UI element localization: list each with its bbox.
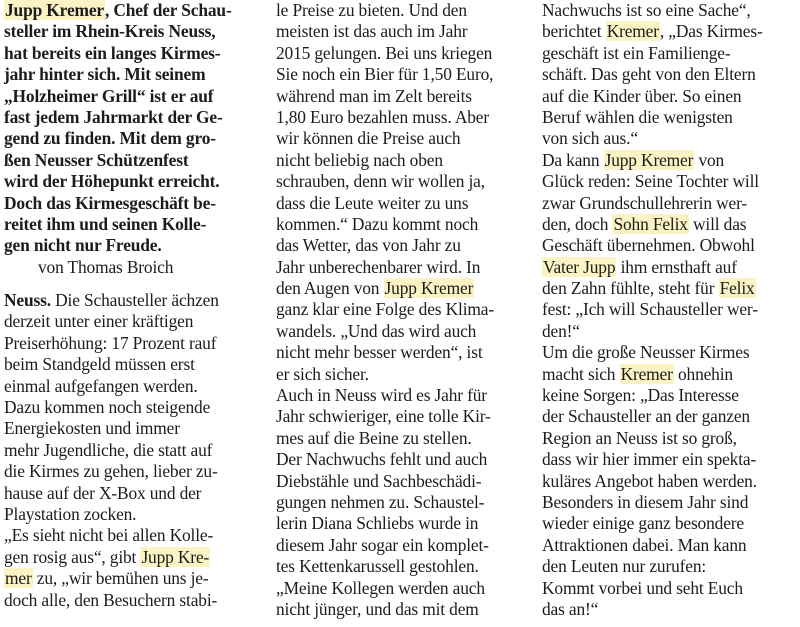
text-line (4, 171, 260, 192)
text-line (276, 193, 528, 214)
text-line (4, 214, 260, 235)
text-segment: Auch in Neuss wird es Jahr für (276, 385, 487, 406)
text-line (276, 406, 528, 427)
text-segment: lerin Diana Schliebs wurde in (276, 513, 479, 534)
text-segment: gend zu finden. Mit dem gro- (4, 128, 216, 149)
text-segment: tes Kettenkarussell gestohlen. (276, 556, 479, 577)
text-line (542, 449, 798, 470)
text-segment: doch alle, den Besuchern stabi- (4, 589, 218, 610)
text-segment: Geschäft übernehmen. Obwohl (542, 235, 755, 256)
text-line (4, 354, 260, 375)
text-line (276, 385, 528, 406)
text-segment: von sich aus.“ (542, 128, 638, 149)
text-line (542, 556, 798, 577)
text-line (4, 290, 260, 311)
text-segment: nicht beliebig nach oben (276, 149, 443, 170)
text-line (542, 21, 798, 42)
text-segment: nicht jünger, und das mit dem (276, 598, 479, 619)
text-segment: gungen nehmen zu. Schaustel- (276, 491, 485, 512)
text-segment: geschäft ist ein Familienge- (542, 42, 731, 63)
text-segment: meisten ist das auch im Jahr (276, 21, 468, 42)
text-line (542, 321, 798, 342)
text-line (4, 128, 260, 149)
text-segment: zu, „wir bemühen uns je- (32, 568, 209, 589)
text-segment: nicht mehr besser werden“, ist (276, 342, 483, 363)
column-1-body (4, 290, 260, 611)
highlighted-name: mer (5, 568, 32, 589)
text-segment: kommen.“ Dazu kommt noch (276, 213, 479, 234)
text-line (542, 128, 798, 149)
text-segment: Glück reden: Seine Tochter will (542, 171, 759, 192)
text-line (4, 376, 260, 397)
text-segment: während man im Zelt bereits (276, 85, 472, 106)
text-line (276, 107, 528, 128)
text-line (542, 299, 798, 320)
text-line (542, 385, 798, 406)
text-segment: den Leuten nur zurufen: (542, 556, 707, 577)
text-segment: fast jedem Jahrmarkt der Ge- (4, 106, 223, 127)
text-line (542, 599, 798, 620)
text-line (276, 128, 528, 149)
text-line (276, 150, 528, 171)
highlighted-name: Kremer (620, 363, 673, 384)
text-line (276, 0, 528, 21)
text-segment: das an!“ (542, 598, 599, 619)
text-line (4, 461, 260, 482)
text-segment: Preiserhöhung: 17 Prozent rauf (4, 332, 217, 353)
text-segment: wandels. „Und das wird auch (276, 320, 477, 341)
text-segment: Dazu kommen noch steigende (4, 397, 211, 418)
text-line (276, 64, 528, 85)
text-line (542, 513, 798, 534)
text-segment: den Augen von (276, 278, 384, 299)
text-line (542, 364, 798, 385)
text-line (4, 86, 260, 107)
text-segment: steller im Rhein-Kreis Neuss, (4, 21, 216, 42)
highlighted-name: Jupp Kre- (141, 546, 210, 567)
text-line (542, 342, 798, 363)
text-line (542, 235, 798, 256)
text-segment: den!“ (542, 320, 580, 341)
text-segment: gen rosig aus“, gibt (4, 546, 141, 567)
text-segment: der Schausteller an der ganzen (542, 406, 750, 427)
text-segment: „Meine Kollegen werden auch (276, 577, 485, 598)
text-line (542, 64, 798, 85)
text-line (276, 21, 528, 42)
text-segment: Region an Neuss ist so groß, (542, 427, 737, 448)
text-segment: Attraktionen dabei. Man kann (542, 534, 747, 555)
text-segment: , „Das Kirmes- (659, 21, 763, 42)
text-line (276, 299, 528, 320)
text-line (542, 406, 798, 427)
text-segment: mes auf die Beine zu stellen. (276, 427, 472, 448)
text-segment: wir können die Preise auch (276, 128, 461, 149)
column-3 (542, 0, 798, 620)
text-line (542, 193, 798, 214)
text-segment: Playstation zocken. (4, 503, 137, 524)
text-segment: beim Standgeld müssen erst (4, 354, 195, 375)
text-line (4, 311, 260, 332)
text-segment: „Holzheimer Grill“ ist er auf (4, 85, 214, 106)
text-segment: auf die Kinder über. So einen (542, 85, 742, 106)
text-segment: macht sich (542, 363, 620, 384)
text-segment: will das (688, 213, 747, 234)
text-line (542, 257, 798, 278)
text-segment: einmal aufgefangen werden. (4, 375, 198, 396)
text-line (542, 43, 798, 64)
text-segment: 1,80 Euro bezahlen muss. Aber (276, 106, 489, 127)
text-segment: diesem Jahr sogar ein komplet- (276, 534, 489, 555)
text-line (276, 428, 528, 449)
text-line (4, 525, 260, 546)
dateline: Neuss. (4, 290, 51, 311)
text-line (276, 86, 528, 107)
text-line (276, 342, 528, 363)
text-line (542, 107, 798, 128)
text-segment: kuläres Angebot haben werden. (542, 470, 757, 491)
text-segment: 2015 gelungen. Bei uns kriegen (276, 42, 493, 63)
text-segment: wird der Höhepunkt erreicht. (4, 171, 220, 192)
text-segment: derzeit unter einer kräftigen (4, 311, 194, 332)
column-1 (4, 0, 260, 611)
highlighted-name: Sohn Felix (613, 213, 688, 234)
text-line (276, 599, 528, 620)
text-line (4, 504, 260, 525)
text-segment: Energiekosten und immer (4, 418, 180, 439)
text-segment: den, doch (542, 213, 613, 234)
text-segment: le Preise zu bieten. Und den (276, 0, 467, 20)
text-line (4, 568, 260, 589)
text-segment: ßen Neusser Schützenfest (4, 149, 189, 170)
text-segment: hause auf der X-Box und der (4, 482, 202, 503)
text-segment: er sich sicher. (276, 363, 369, 384)
highlighted-name: Jupp Kremer (604, 149, 694, 170)
text-segment: Doch das Kirmesgeschäft be- (4, 192, 216, 213)
text-segment: Diebstähle und Sachbeschädi- (276, 470, 482, 491)
text-segment: Sie noch ein Bier für 1,50 Euro, (276, 64, 494, 85)
text-segment: zwar Grundschullehrerin wer- (542, 192, 748, 213)
text-line (4, 333, 260, 354)
text-line (276, 171, 528, 192)
text-line (276, 513, 528, 534)
text-segment: berichtet (542, 21, 606, 42)
text-line (4, 418, 260, 439)
text-segment: reitet ihm und seinen Kolle- (4, 213, 207, 234)
text-line (4, 590, 260, 611)
byline: von Thomas Broich (38, 256, 174, 277)
text-line (4, 150, 260, 171)
text-segment: Die Schausteller ächzen (50, 290, 219, 311)
text-line (276, 492, 528, 513)
text-line (276, 578, 528, 599)
text-line (276, 257, 528, 278)
text-line (276, 556, 528, 577)
column-2 (276, 0, 528, 620)
text-line (4, 193, 260, 214)
text-line (276, 278, 528, 299)
text-segment: wieder einige ganz besondere (542, 513, 744, 534)
text-line (542, 535, 798, 556)
text-segment: „Es sieht nicht bei allen Kolle- (4, 525, 214, 546)
text-line (276, 364, 528, 385)
lede (4, 0, 260, 257)
text-segment: Kommt vorbei und seht Euch (542, 577, 743, 598)
text-line (276, 235, 528, 256)
text-line (4, 483, 260, 504)
text-line (542, 86, 798, 107)
highlighted-name: Jupp Kremer (5, 0, 104, 20)
text-segment: keine Sorgen: „Das Interesse (542, 385, 739, 406)
text-segment: dass wir hier immer ein spekta- (542, 449, 757, 470)
text-line (542, 492, 798, 513)
text-line (542, 578, 798, 599)
text-line (542, 428, 798, 449)
text-segment: Der Nachwuchs fehlt und auch (276, 449, 488, 470)
text-line (4, 43, 260, 64)
text-segment: schäft. Das geht von den Eltern (542, 64, 756, 85)
text-segment: den Zahn fühlte, steht für (542, 278, 719, 299)
text-segment: Um die große Neusser Kirmes (542, 342, 750, 363)
text-segment: das Wetter, das von Jahr zu (276, 235, 461, 256)
text-line (4, 440, 260, 461)
text-line (276, 214, 528, 235)
text-segment: ohnehin (673, 363, 733, 384)
text-segment: gen nicht nur Freude. (4, 235, 162, 256)
text-line (4, 21, 260, 42)
text-line (276, 449, 528, 470)
text-segment: die Kirmes zu gehen, lieber zu- (4, 461, 218, 482)
text-line (542, 0, 798, 21)
text-line (542, 278, 798, 299)
text-line (542, 471, 798, 492)
text-line (542, 150, 798, 171)
text-segment: Besonders in diesem Jahr sind (542, 491, 749, 512)
text-segment: schrauben, denn wir wollen ja, (276, 171, 485, 192)
text-line (4, 547, 260, 568)
text-segment: ihm ernsthaft auf (616, 256, 737, 277)
text-line (276, 43, 528, 64)
text-line (276, 535, 528, 556)
highlighted-name: Kremer (606, 21, 659, 42)
highlighted-name: Felix (719, 278, 755, 299)
text-segment: jahr hinter sich. Mit seinem (4, 64, 206, 85)
text-line (276, 321, 528, 342)
highlighted-name: Vater Jupp (543, 256, 616, 277)
text-segment: hat bereits ein langes Kirmes- (4, 42, 221, 63)
text-segment: Da kann (542, 149, 604, 170)
text-segment: mehr Jugendliche, die statt auf (4, 439, 213, 460)
text-line (542, 214, 798, 235)
text-segment: , Chef der Schau- (104, 0, 232, 20)
text-segment: fest: „Ich will Schausteller wer- (542, 299, 758, 320)
text-segment: Jahr schwieriger, eine tolle Kir- (276, 406, 491, 427)
text-line (276, 471, 528, 492)
text-line (4, 107, 260, 128)
text-line (4, 235, 260, 256)
text-line (4, 397, 260, 418)
highlighted-name: Jupp Kremer (384, 278, 474, 299)
text-segment: ganz klar eine Folge des Klima- (276, 299, 494, 320)
text-segment: Beruf wählen die wenigsten (542, 106, 733, 127)
text-line (4, 0, 260, 21)
text-line (4, 64, 260, 85)
text-segment: dass die Leute weiter zu uns (276, 192, 469, 213)
text-segment: Jahr unberechenbarer wird. In (276, 256, 481, 277)
text-line (542, 171, 798, 192)
text-segment: Nachwuchs ist so eine Sache“, (542, 0, 751, 20)
text-segment: von (694, 149, 725, 170)
